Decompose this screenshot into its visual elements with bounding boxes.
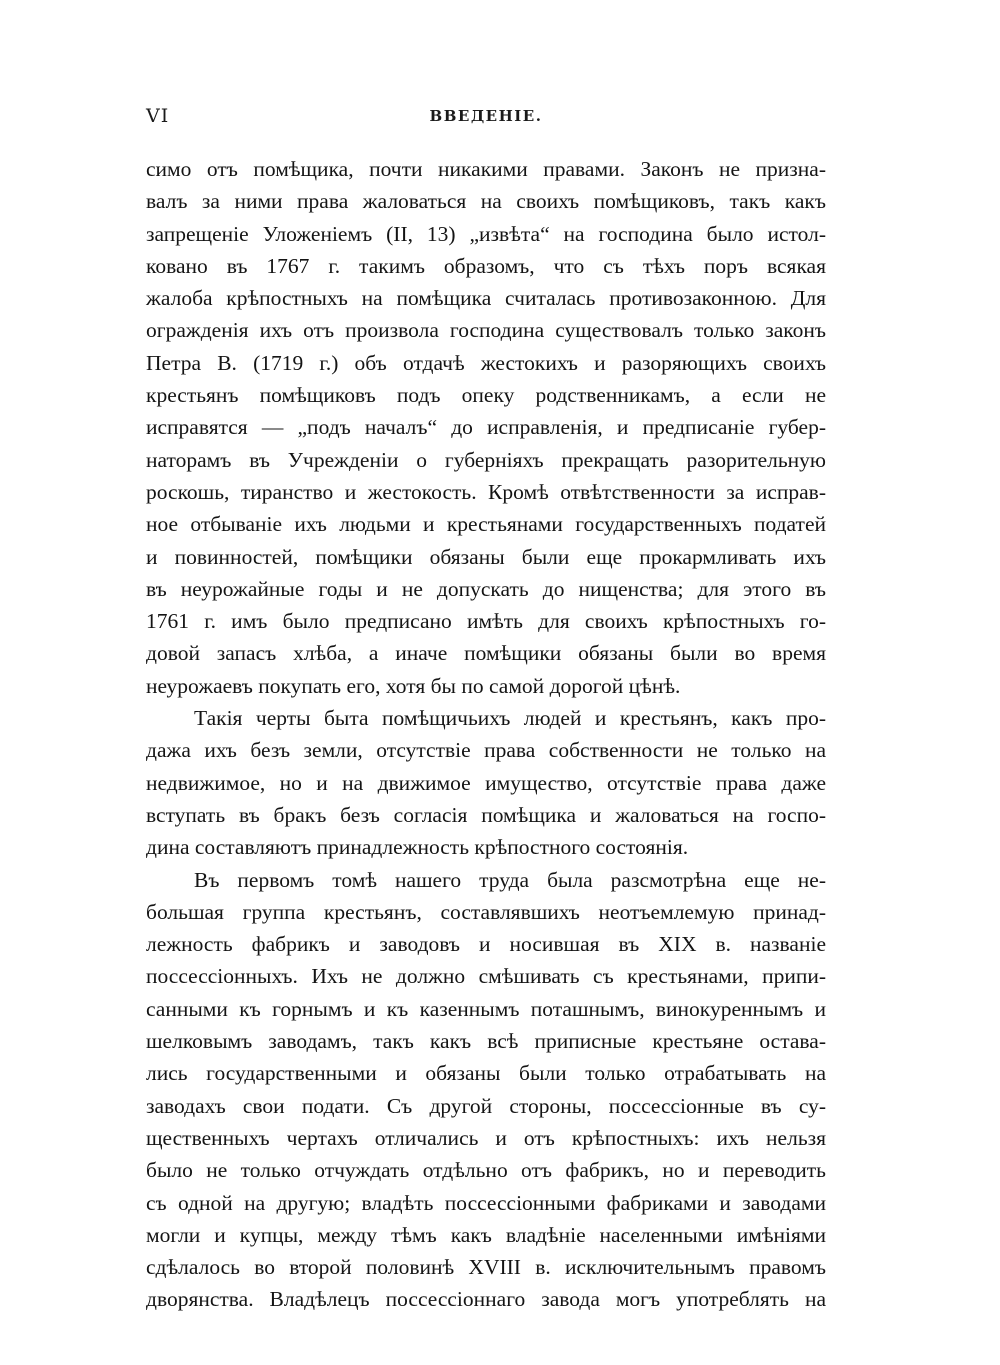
- text-line: довой запасъ хлѣба, а иначе помѣщики обязаны были во время: [146, 641, 826, 666]
- text-line: дворянства. Владѣлецъ поссессіоннаго завода могъ употреблять на: [146, 1287, 826, 1312]
- text-line: шелковымъ заводамъ, такъ какъ всѣ приписные крестьяне остава-: [146, 1029, 826, 1054]
- text-line: жалоба крѣпостныхъ на помѣщика считалась противозаконною. Для: [146, 286, 826, 311]
- text-line: лежность фабрикъ и заводовъ и носившая въ XIX в. названіе: [146, 932, 826, 957]
- page-number: VI: [146, 105, 170, 127]
- text-line: щественныхъ чертахъ отличались и отъ крѣпостныхъ: ихъ нельзя: [146, 1125, 826, 1150]
- running-title: ВВЕДЕНІЕ.: [429, 107, 543, 125]
- text-line: вступать въ бракъ безъ согласія помѣщика и жаловаться на госпо-: [146, 802, 826, 827]
- text-line: и повинностей, помѣщики обязаны были еще прокармливать ихъ: [146, 544, 826, 569]
- text-line: наторамъ въ Учрежденіи о губерніяхъ прекращать разорительную: [146, 447, 826, 472]
- text-line: поссессіонныхъ. Ихъ не должно смѣшивать съ крестьянами, припи-: [146, 964, 826, 989]
- text-line: сдѣлалось во второй половинѣ XVIII в. исключительнымъ правомъ: [146, 1255, 826, 1280]
- text-line: санными къ горнымъ и къ казеннымъ поташнымъ, винокуреннымъ и: [146, 996, 826, 1021]
- text-line: исправятся — „подъ началъ“ до исправленія, и предписаніе губер-: [146, 415, 826, 440]
- text-line: было не только отчуждать отдѣльно отъ фабрикъ, но и переводить: [146, 1158, 826, 1183]
- text-line: крестьянъ помѣщиковъ подъ опеку родственникамъ, а если не: [146, 383, 826, 408]
- text-line: заводахъ свои подати. Съ другой стороны, поссессіонные въ су-: [146, 1093, 826, 1118]
- text-line: ковано въ 1767 г. такимъ образомъ, что съ тѣхъ поръ всякая: [146, 253, 826, 278]
- text-line: недвижимое, но и на движимое имущество, отсутствіе права даже: [146, 770, 826, 795]
- text-line: большая группа крестьянъ, составлявшихъ неотъемлемую принад-: [146, 899, 826, 924]
- text-line: Такія черты быта помѣщичьихъ людей и крестьянъ, какъ про-: [194, 706, 826, 731]
- text-line: могли и купцы, между тѣмъ какъ владѣніе населенными имѣніями: [146, 1222, 826, 1247]
- text-line: ное отбываніе ихъ людьми и крестьянами государственныхъ податей: [146, 512, 826, 537]
- text-line: валъ за ними права жаловаться на своихъ помѣщиковъ, такъ какъ: [146, 189, 826, 214]
- text-line: роскошь, тиранство и жестокость. Кромѣ отвѣтственности за исправ-: [146, 479, 826, 504]
- body-text: [146, 153, 826, 1316]
- text-line: симо отъ помѣщика, почти никакими правами. Законъ не призна-: [146, 157, 826, 181]
- page-header: [146, 105, 826, 135]
- text-line: съ одной на другую; владѣть поссессіонными фабриками и заводами: [146, 1190, 826, 1215]
- text-line: въ неурожайные годы и не допускать до нищенства; для этого въ: [146, 576, 826, 601]
- text-line: 1761 г. имъ было предписано имѣть для своихъ крѣпостныхъ го-: [146, 609, 826, 634]
- text-line: неурожаевъ покупать его, хотя бы по самой дорогой цѣнѣ.: [146, 673, 681, 698]
- text-line: огражденія ихъ отъ произвола господина существовалъ только законъ: [146, 318, 826, 343]
- text-line: лись государственными и обязаны были только отрабатывать на: [146, 1061, 826, 1086]
- text-line: Петра В. (1719 г.) объ отдачѣ жестокихъ и разоряющихъ своихъ: [146, 350, 826, 375]
- text-line: запрещеніе Уложеніемъ (II, 13) „извѣта“ на господина было истол-: [146, 221, 826, 246]
- text-line: дажа ихъ безъ земли, отсутствіе права собственности не только на: [146, 738, 826, 763]
- text-line: дина составляютъ принадлежность крѣпостного состоянія.: [146, 835, 689, 860]
- text-line: Въ первомъ томѣ нашего труда была разсмотрѣна еще не-: [194, 867, 826, 892]
